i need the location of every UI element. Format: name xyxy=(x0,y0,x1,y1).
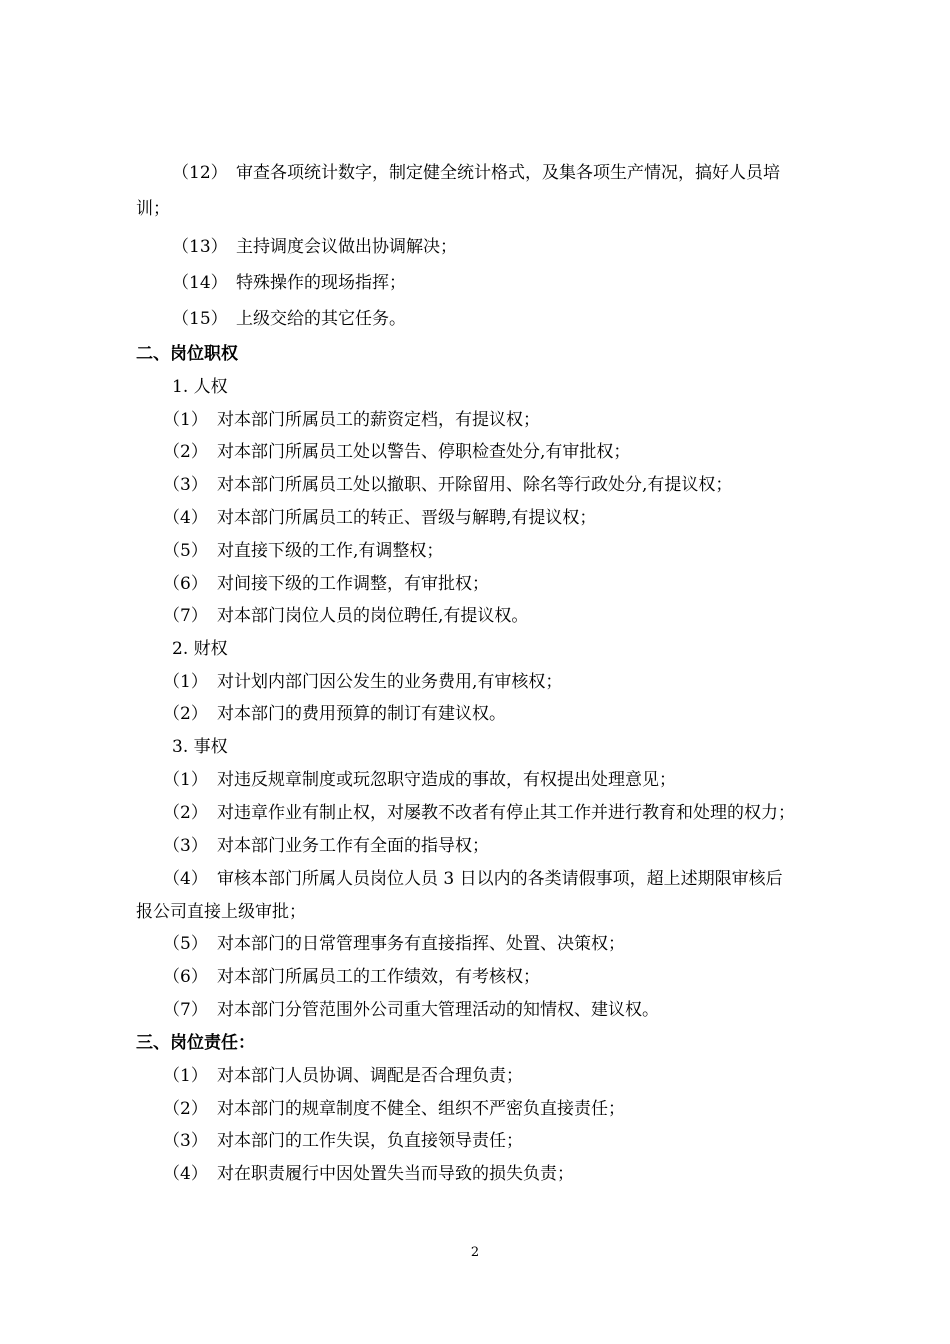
page-number: 2 xyxy=(470,1245,480,1260)
item-number: （2） xyxy=(163,803,208,823)
list-item xyxy=(163,999,659,1021)
list-item xyxy=(172,162,780,184)
item-text: 对本部门人员协调、调配是否合理负责； xyxy=(217,1066,523,1086)
item-number: （2） xyxy=(163,704,208,724)
item-number: （14） xyxy=(172,273,228,293)
subsection-title: 1. 人权 xyxy=(172,377,228,397)
item-text: 特殊操作的现场指挥； xyxy=(236,273,406,293)
list-item-continuation xyxy=(136,198,170,220)
list-item xyxy=(163,835,489,857)
item-text: 报公司直接上级审批； xyxy=(136,902,306,922)
item-text: 对直接下级的工作,有调整权； xyxy=(217,541,444,561)
item-text: 对本部门所属员工的转正、晋级与解聘,有提议权； xyxy=(217,508,597,528)
list-item xyxy=(163,703,506,725)
item-number: （12） xyxy=(172,163,228,183)
list-item xyxy=(163,671,562,693)
list-item xyxy=(163,507,596,529)
item-number: （13） xyxy=(172,237,228,257)
item-number: （4） xyxy=(163,508,208,528)
list-item xyxy=(163,868,783,890)
item-number: （1） xyxy=(163,1066,208,1086)
item-text: 对本部门的费用预算的制订有建议权。 xyxy=(217,704,506,724)
list-item xyxy=(163,1130,523,1152)
list-item xyxy=(163,1098,625,1120)
item-number: （3） xyxy=(163,475,208,495)
list-item xyxy=(163,769,676,791)
list-item xyxy=(163,933,625,955)
subsection-title: 3. 事权 xyxy=(172,737,228,757)
item-text: 对本部门所属员工处以撤职、开除留用、除名等行政处分,有提议权； xyxy=(217,475,733,495)
item-number: （1） xyxy=(163,410,208,430)
item-text: 训； xyxy=(136,199,170,219)
list-item xyxy=(163,605,528,627)
item-number: （1） xyxy=(163,672,208,692)
list-item xyxy=(163,540,443,562)
item-number: （6） xyxy=(163,574,208,594)
item-text: 审核本部门所属人员岗位人员 3 日以内的各类请假事项，超上述期限审核后 xyxy=(217,869,783,889)
item-text: 对本部门所属员工的薪资定档，有提议权； xyxy=(217,410,540,430)
item-text: 对本部门所属员工处以警告、停职检查处分,有审批权； xyxy=(217,442,631,462)
list-item xyxy=(172,236,457,258)
list-item xyxy=(163,1163,574,1185)
list-item xyxy=(163,441,630,463)
item-text: 对本部门的工作失误，负直接领导责任； xyxy=(217,1131,523,1151)
item-number: （15） xyxy=(172,309,228,329)
section-heading: 二、岗位职权 xyxy=(136,344,238,364)
item-text: 对本部门所属员工的工作绩效，有考核权； xyxy=(217,967,540,987)
item-text: 对本部门岗位人员的岗位聘任,有提议权。 xyxy=(217,606,529,626)
list-item xyxy=(163,573,489,595)
item-number: （3） xyxy=(163,836,208,856)
item-text: 上级交给的其它任务。 xyxy=(236,309,406,329)
item-number: （4） xyxy=(163,869,208,889)
list-item xyxy=(163,802,795,824)
item-number: （4） xyxy=(163,1164,208,1184)
item-text: 对在职责履行中因处置失当而导致的损失负责； xyxy=(217,1164,574,1184)
item-number: （2） xyxy=(163,1099,208,1119)
item-text: 对间接下级的工作调整，有审批权； xyxy=(217,574,489,594)
list-item xyxy=(172,308,406,330)
list-item xyxy=(163,1065,523,1087)
item-text: 对计划内部门因公发生的业务费用,有审核权； xyxy=(217,672,563,692)
list-item xyxy=(172,272,406,294)
item-number: （2） xyxy=(163,442,208,462)
item-number: （6） xyxy=(163,967,208,987)
item-text: 审查各项统计数字，制定健全统计格式，及集各项生产情况，搞好人员培 xyxy=(236,163,780,183)
item-number: （3） xyxy=(163,1131,208,1151)
item-number: （7） xyxy=(163,606,208,626)
list-item-continuation xyxy=(136,901,306,923)
item-number: （5） xyxy=(163,541,208,561)
list-item xyxy=(163,966,540,988)
item-text: 主持调度会议做出协调解决； xyxy=(236,237,457,257)
item-text: 对违反规章制度或玩忽职守造成的事故，有权提出处理意见； xyxy=(217,770,676,790)
item-number: （7） xyxy=(163,1000,208,1020)
item-number: （1） xyxy=(163,770,208,790)
list-item xyxy=(163,474,732,496)
section-heading: 三、岗位责任： xyxy=(136,1033,255,1053)
list-item xyxy=(163,409,540,431)
item-text: 对本部门业务工作有全面的指导权； xyxy=(217,836,489,856)
item-text: 对本部门的规章制度不健全、组织不严密负直接责任； xyxy=(217,1099,625,1119)
item-number: （5） xyxy=(163,934,208,954)
subsection-title: 2. 财权 xyxy=(172,639,228,659)
item-text: 对本部门的日常管理事务有直接指挥、处置、决策权； xyxy=(217,934,625,954)
item-text: 对违章作业有制止权，对屡教不改者有停止其工作并进行教育和处理的权力； xyxy=(217,803,795,823)
item-text: 对本部门分管范围外公司重大管理活动的知情权、建议权。 xyxy=(217,1000,659,1020)
